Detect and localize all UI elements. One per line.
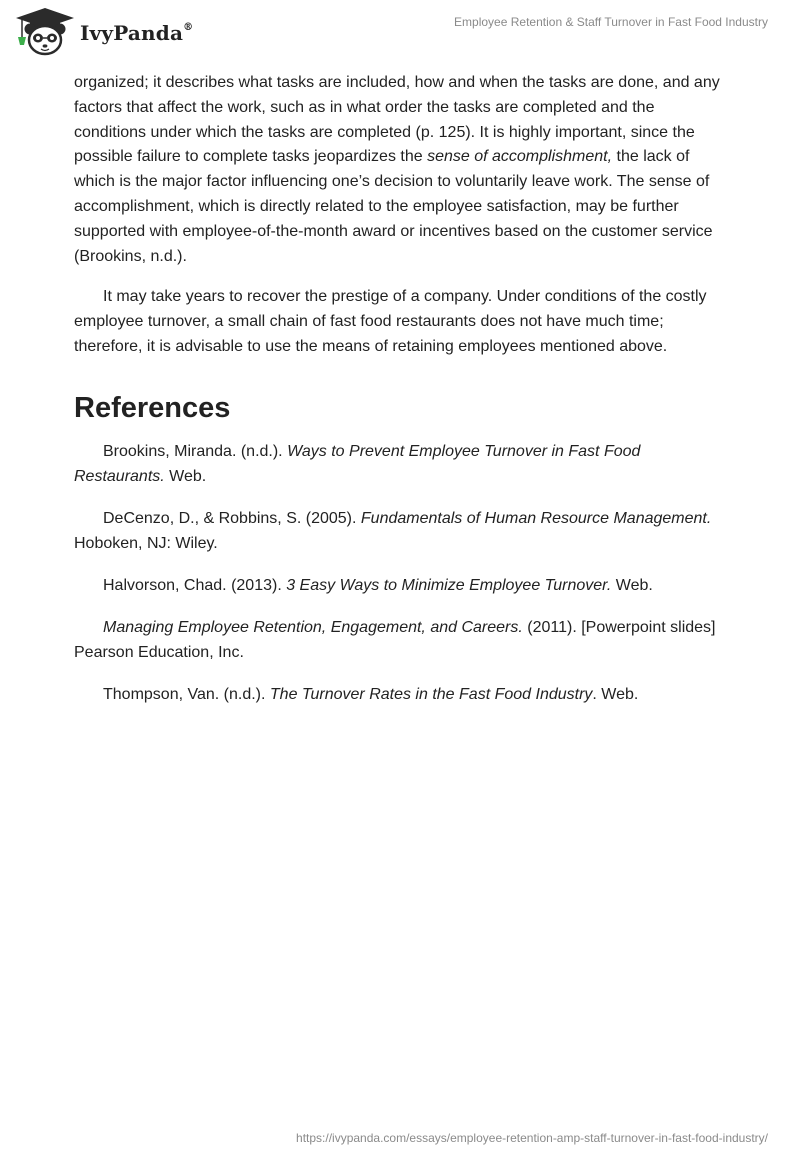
reference-author: Halvorson, Chad. (2013). xyxy=(103,576,287,594)
reference-source: (2011). [Powerpoint slides] Pearson Education, Inc. xyxy=(74,619,716,662)
reference-source: Web. xyxy=(611,576,653,594)
emphasis-text: sense of accomplishment, xyxy=(427,148,613,166)
reference-item xyxy=(74,440,728,490)
body-paragraph xyxy=(74,71,728,269)
essay-content xyxy=(74,71,728,726)
page-header xyxy=(0,0,800,70)
reference-title: Managing Employee Retention, Engagement, and Careers. xyxy=(103,619,523,637)
reference-title: Fundamentals of Human Resource Management. xyxy=(360,509,712,527)
reference-title: Ways to Prevent Employee Turnover in Fast Food Restaurants. xyxy=(74,442,641,485)
reference-item xyxy=(74,574,728,599)
reference-item xyxy=(74,616,728,666)
registered-mark: ® xyxy=(183,22,194,34)
document-title: Employee Retention & Staff Turnover in Fast Food Industry xyxy=(454,15,768,29)
references-heading: References xyxy=(74,391,231,424)
paragraph-text: the lack of which is the major factor influencing one’s decision to voluntarily leave work. The sense of accomplishment, which is directly related to the employee satisfaction, may be further supported with employee-of-the-month award or incentives based on the customer service (Brookins, n.d.). xyxy=(74,148,713,265)
reference-source: Web. xyxy=(164,467,207,485)
reference-item xyxy=(74,683,728,708)
paragraph-text: organized; it describes what tasks are included, how and when the tasks are done, and any factors that affect the work, such as in what order the tasks are completed and the conditions under which the tasks are completed (p. 125). It is highly important, since the possible failure to complete tasks jeopardizes the xyxy=(74,74,720,166)
reference-author: Brookins, Miranda. (n.d.). xyxy=(103,442,288,460)
reference-item xyxy=(74,507,728,557)
reference-title: 3 Easy Ways to Minimize Employee Turnover. xyxy=(286,576,612,594)
brand-name[interactable] xyxy=(80,21,193,45)
reference-source: . Web. xyxy=(592,686,639,704)
reference-author: DeCenzo, D., & Robbins, S. (2005). xyxy=(103,509,361,527)
source-url-link[interactable]: https://ivypanda.com/essays/employee-retention-amp-staff-turnover-in-fast-food-industry/ xyxy=(296,1131,768,1145)
brand-text: IvyPanda xyxy=(80,21,184,45)
reference-author: Thompson, Van. (n.d.). xyxy=(103,686,270,704)
reference-title: The Turnover Rates in the Fast Food Industry xyxy=(269,686,593,704)
panda-graduate-icon[interactable] xyxy=(14,7,76,57)
reference-source: Hoboken, NJ: Wiley. xyxy=(74,534,218,552)
body-paragraph: It may take years to recover the prestige of a company. Under conditions of the costly employee turnover, a small chain of fast food restaurants does not have much time; therefore, it is advisable to use the means of retaining employees mentioned above. xyxy=(74,288,707,355)
reference-list xyxy=(74,440,728,708)
